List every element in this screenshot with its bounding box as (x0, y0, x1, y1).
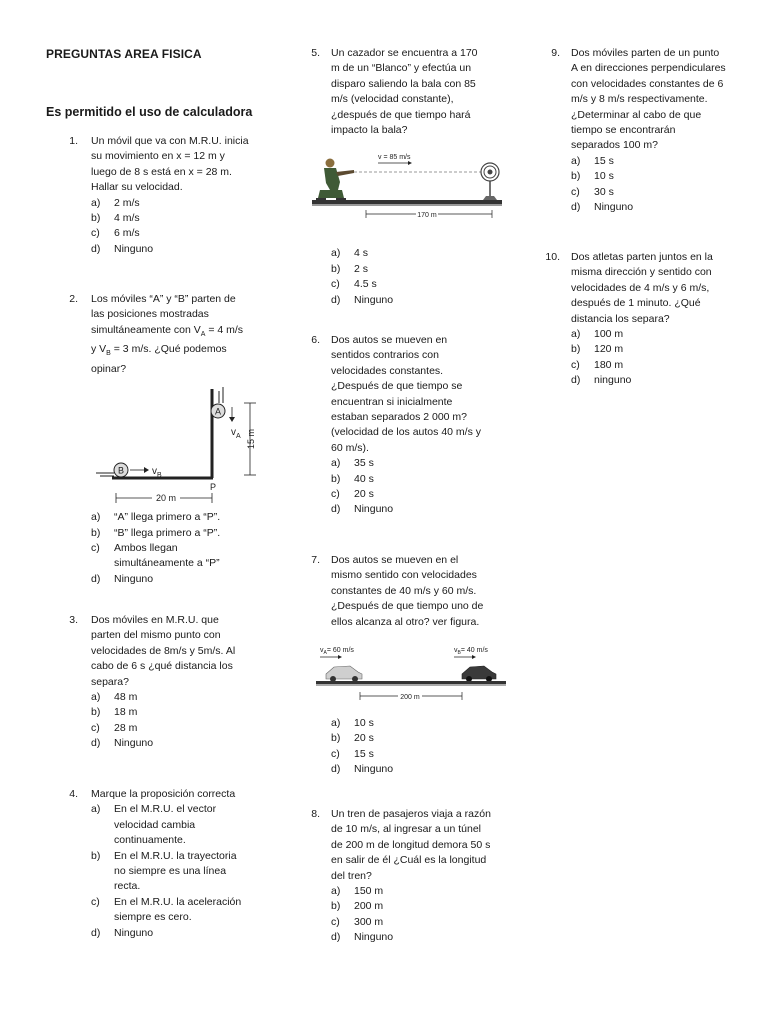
option-a[interactable]: a) 10 s (331, 717, 374, 730)
option-b[interactable]: b) 20 s (331, 732, 374, 745)
option-b[interactable]: b) En el M.R.U. la trayectoria no siempre es una línea recta. (91, 849, 237, 893)
option-b[interactable]: b) 18 m (91, 706, 138, 719)
option-c[interactable]: c) 4.5 s (331, 278, 377, 291)
svg-text:vA= 60 m/s: $v_A= 60$ m/s (320, 647, 354, 657)
question-text: Un móvil que va con M.R.U. inicia su movimiento en x = 12 m y luego de 8 s está en x = 28 m. Hallar su velocidad. (91, 135, 249, 194)
car-a-icon (326, 666, 362, 682)
option-c[interactable]: c) Ambos llegan simultáneamente a “P” (91, 542, 220, 570)
option-a[interactable]: a) 4 s (331, 247, 369, 260)
option-a[interactable]: a) 150 m (331, 885, 384, 898)
distance-label: 200 m (400, 694, 420, 702)
question-number: 2. (69, 293, 78, 305)
option-a[interactable]: a) 35 s (331, 457, 374, 470)
option-c[interactable]: c) En el M.R.U. la aceleración siempre es cero. (91, 895, 242, 924)
options-list (91, 690, 272, 752)
option-c[interactable]: c) 20 s (331, 488, 374, 501)
question-7 (308, 553, 508, 778)
question-text: Dos móviles parten de un punto A en direcciones perpendiculares con velocidades constantes de 6 m/s y 8 m/s respectivamente. ¿Determinar al cabo de que tiempo se encontrarán separados 100 m? (571, 47, 726, 152)
velocity-label: v = 85 m/s (378, 154, 411, 162)
option-d[interactable]: d) Ninguno (331, 503, 394, 516)
question-text: Un tren de pasajeros viaja a razón de 10 m/s, al ingresar a un túnel de 200 m de longitud demora 50 s en salir de él ¿Cuál es la longitud del tren? (331, 808, 491, 882)
options-list (331, 456, 508, 518)
option-a[interactable]: a) 2 m/s (91, 196, 140, 209)
options-list (331, 716, 508, 778)
option-c[interactable]: c) 28 m (91, 721, 138, 734)
options-list (331, 246, 508, 308)
option-d[interactable]: d) Ninguno (571, 201, 634, 214)
option-c[interactable]: c) 30 s (571, 185, 614, 198)
option-c[interactable]: c) 15 s (331, 747, 374, 760)
figure-two-cars (316, 644, 508, 706)
option-b[interactable]: b) “B” llega primero a “P”. (91, 526, 221, 539)
question-number: 1. (69, 135, 78, 147)
label-b: B (117, 465, 125, 476)
car-b-icon (462, 666, 496, 682)
option-d[interactable]: d) Ninguno (91, 242, 154, 255)
question-number: 4. (69, 788, 78, 800)
svg-text:vA: $v_A$ (231, 427, 241, 441)
label-p: P (210, 482, 217, 493)
question-4 (46, 787, 272, 941)
question-number: 10. (545, 251, 560, 263)
option-b[interactable]: b) 2 s (331, 262, 369, 275)
question-5 (308, 46, 508, 308)
option-c[interactable]: c) 300 m (331, 915, 384, 928)
option-d[interactable]: d) Ninguno (91, 926, 154, 939)
page-subtitle: Es permitido el uso de calculadora (46, 105, 253, 119)
question-number: 7. (311, 554, 320, 566)
question-text: Dos atletas parten juntos en la misma dirección y sentido con velocidades de 4 m/s y 6 m/s, después de 1 minuto. ¿Qué distancia los separa? (571, 251, 713, 325)
option-b[interactable]: b) 40 s (331, 472, 374, 485)
question-9 (548, 46, 738, 215)
options-list (91, 802, 272, 941)
options-list (91, 510, 272, 587)
option-a[interactable]: a) 48 m (91, 691, 138, 704)
question-8 (308, 807, 508, 946)
options-list (571, 327, 738, 389)
question-number: 3. (69, 614, 78, 626)
option-b[interactable]: b) 4 m/s (91, 212, 140, 225)
question-number: 6. (311, 334, 320, 346)
question-text: Dos móviles en M.R.U. que parten del mismo punto con velocidades de 8m/s y 5m/s. Al cabo de 6 s ¿qué distancia los separa? (91, 614, 236, 688)
options-list (331, 884, 508, 946)
options-list (91, 196, 272, 258)
option-a[interactable]: a) 100 m (571, 328, 624, 341)
question-3 (46, 613, 272, 752)
target-icon (481, 163, 499, 200)
option-b[interactable]: b) 10 s (571, 170, 614, 183)
option-a[interactable]: a) “A” llega primero a “P”. (91, 511, 221, 524)
option-c[interactable]: c) 6 m/s (91, 227, 140, 240)
figure-perpendicular-paths (92, 381, 272, 509)
dim-vertical: 15 m (246, 429, 256, 450)
distance-label: 170 m (417, 212, 437, 220)
option-b[interactable]: b) 200 m (331, 900, 384, 913)
question-text: Un cazador se encuentra a 170 m de un “Blanco” y efectúa un disparo saliendo la bala con 85 m/s (velocidad constante), ¿después de que tiempo hará impacto la bala? (331, 47, 478, 137)
option-a[interactable]: a) En el M.R.U. el vector velocidad cambia continuamente. (91, 803, 217, 847)
question-text: Dos autos se mueven en sentidos contrarios con velocidades constantes. ¿Después de que tiempo se encuentran si inicialmente estaban separados 2 000 m? (velocidad de los autos 40 m/s y 60 m/s). (331, 334, 481, 454)
label-a: A (214, 406, 222, 417)
svg-text:vB= 40 m/s: $v_B= 40$ m/s (454, 647, 488, 657)
option-d[interactable]: d) Ninguno (91, 737, 154, 750)
option-d[interactable]: d) ninguno (571, 374, 632, 387)
hunter-icon (316, 159, 354, 202)
question-text: Los móviles “A” y “B” parten de las posiciones mostradas simultáneamente con $V_A = 4$ m/s y $V_B = 3$ m/s. ¿Qué podemos opinar? (91, 293, 244, 375)
figure-hunter-target (312, 150, 504, 228)
option-d[interactable]: d) Ninguno (331, 763, 394, 776)
question-2 (46, 292, 272, 587)
question-number: 5. (311, 47, 320, 59)
question-text: Dos autos se mueven en el mismo sentido con velocidades constantes de 40 m/s y 60 m/s. ¿Después de que tiempo uno de ellos alcanza al otro? ver figura. (331, 554, 484, 628)
dim-horizontal: 20 m (155, 493, 177, 504)
question-text: Marque la proposición correcta (91, 788, 236, 800)
svg-text:vB: $v_B$ (152, 466, 162, 480)
option-d[interactable]: d) Ninguno (331, 293, 394, 306)
page-title: PREGUNTAS AREA FISICA (46, 47, 202, 61)
option-d[interactable]: d) Ninguno (331, 931, 394, 944)
option-d[interactable]: d) Ninguno (91, 572, 154, 585)
option-a[interactable]: a) 15 s (571, 154, 614, 167)
question-10 (545, 250, 738, 389)
option-c[interactable]: c) 180 m (571, 358, 624, 371)
question-number: 9. (551, 47, 560, 59)
question-1 (46, 134, 272, 257)
question-number: 8. (311, 808, 320, 820)
question-6 (308, 333, 508, 518)
option-b[interactable]: b) 120 m (571, 343, 624, 356)
options-list (571, 154, 738, 216)
